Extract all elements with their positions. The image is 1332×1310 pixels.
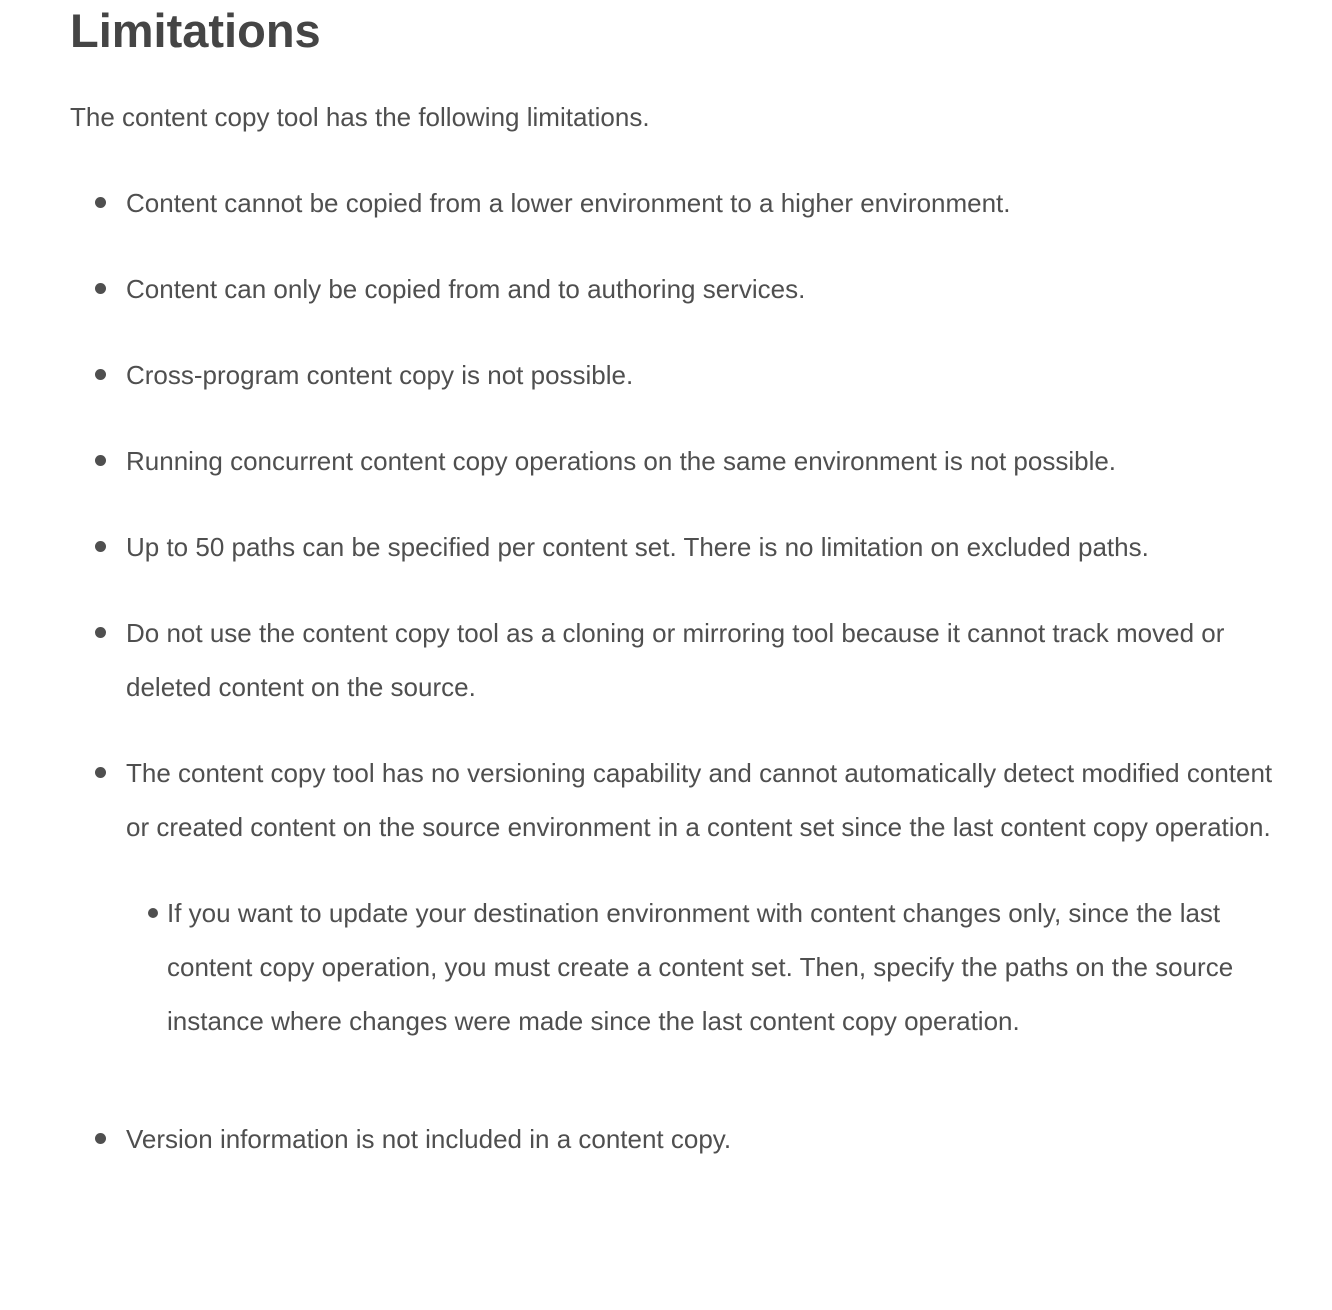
intro-paragraph: The content copy tool has the following limitations. <box>70 102 650 132</box>
list-item <box>126 434 1296 488</box>
list-item <box>126 176 1296 230</box>
list-item <box>126 746 1296 1080</box>
list-item <box>126 1112 1296 1166</box>
nested-list-item <box>167 886 1296 1048</box>
list-item <box>126 262 1296 316</box>
list-item-text: The content copy tool has no versioning capability and cannot automatically detect modified content or created content on the source environment in a content set since the last content copy operation. <box>126 758 1273 842</box>
list-item-text: Up to 50 paths can be specified per content set. There is no limitation on excluded paths. <box>126 532 1149 562</box>
bullet-marker <box>95 283 106 294</box>
bullet-marker <box>95 455 106 466</box>
nested-list-item-text: If you want to update your destination environment with content changes only, since the last content copy operation, you must create a content set. Then, specify the paths on the source instance where changes were made since the last content copy operation. <box>167 898 1234 1036</box>
bullet-marker <box>95 1133 106 1144</box>
list-item-text: Version information is not included in a content copy. <box>126 1124 732 1154</box>
list-item-text: Cross-program content copy is not possible. <box>126 360 634 390</box>
list-item <box>126 348 1296 402</box>
list-item <box>126 606 1296 714</box>
bullet-marker <box>148 908 158 918</box>
list-item-text: Content can only be copied from and to authoring services. <box>126 274 806 304</box>
page-title: Limitations <box>70 4 321 57</box>
bullet-marker <box>95 197 106 208</box>
bullet-marker <box>95 369 106 380</box>
bullet-marker <box>95 541 106 552</box>
list-item-text: Do not use the content copy tool as a cloning or mirroring tool because it cannot track moved or deleted content on the source. <box>126 618 1225 702</box>
list-item-text: Running concurrent content copy operations on the same environment is not possible. <box>126 446 1117 476</box>
nested-list <box>126 886 1296 1080</box>
limitations-list <box>70 176 1296 1166</box>
list-item-text: Content cannot be copied from a lower environment to a higher environment. <box>126 188 1011 218</box>
bullet-marker <box>95 627 106 638</box>
bullet-marker <box>95 767 106 778</box>
list-item <box>126 520 1296 574</box>
